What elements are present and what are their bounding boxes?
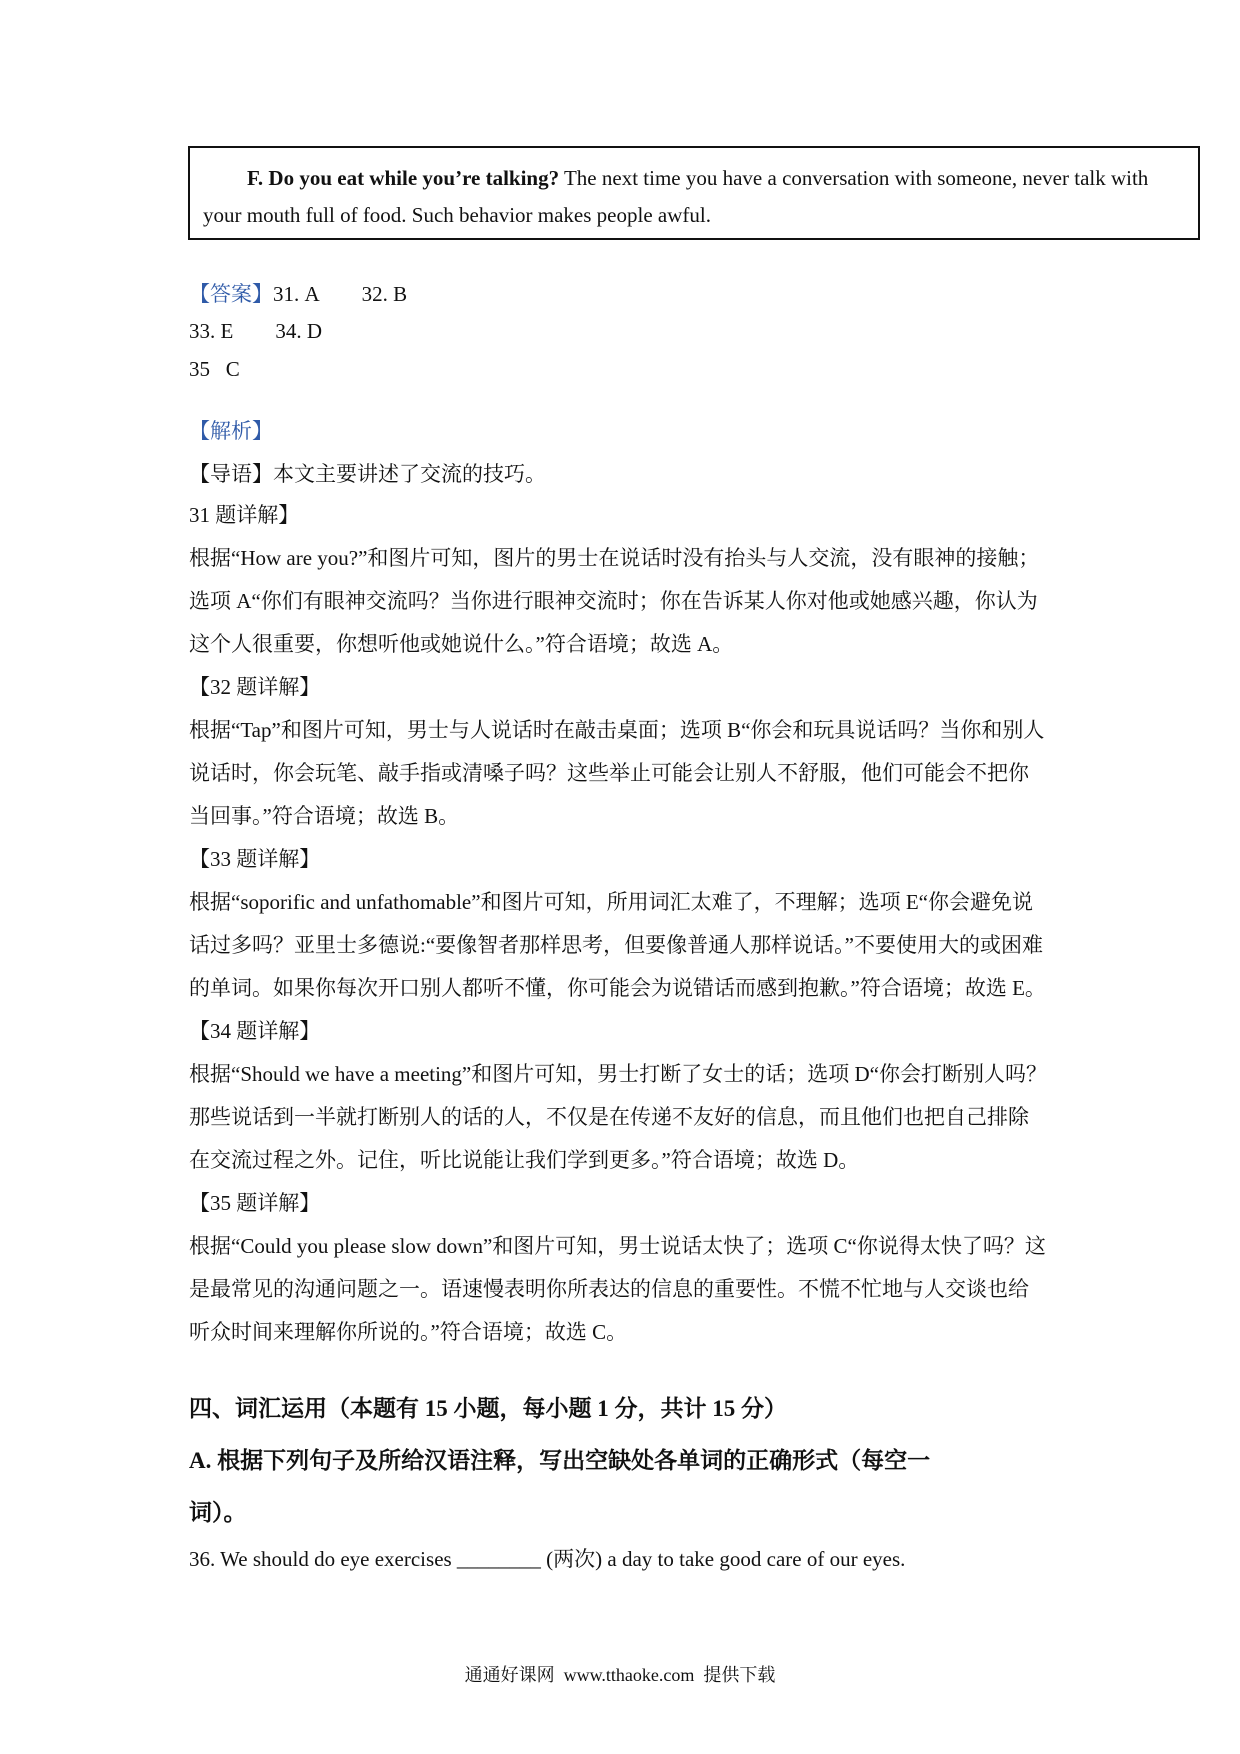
- detail-heading-33: 【33 题详解】: [189, 847, 321, 871]
- detail-heading-32: 【32 题详解】: [189, 675, 321, 699]
- detail-heading-35: 【35 题详解】: [189, 1191, 321, 1215]
- question-36: 36. We should do eye exercises ________ (两次) a day to take good care of our eyes.: [189, 1547, 906, 1571]
- answer-label: 【答案】: [189, 282, 273, 306]
- analysis-intro: 【导语】本文主要讲述了交流的技巧。: [189, 462, 546, 486]
- section-4-title: 四、词汇运用（本题有 15 小题，每小题 1 分，共计 15 分）: [189, 1396, 787, 1421]
- analysis-label: 【解析】: [189, 419, 273, 443]
- detail-text-32: 根据“Tap”和图片可知，男士与人说话时在敲击桌面；选项 B“你会和玩具说话吗？当你和别人说话时，你会玩笔、敲手指或清嗓子吗？这些举止可能会让别人不舒服，他们可能会不把你当回事。”符合语境；故选 B。: [189, 718, 1045, 828]
- section-a-instruction-2: 词）。: [189, 1500, 247, 1525]
- detail-text-35: 根据“Could you please slow down”和图片可知，男士说话太快了；选项 C“你说得太快了吗？这是最常见的沟通问题之一。语速慢表明你所表达的信息的重要性。不慌不忙地与人交谈也给听众时间来理解你所说的。”符合语境；故选 C。: [189, 1234, 1046, 1344]
- detail-heading-34: 【34 题详解】: [189, 1019, 321, 1043]
- section-a-instruction-1: A. 根据下列句子及所给汉语注释，写出空缺处各单词的正确形式（每空一: [189, 1448, 931, 1473]
- answer-line-1: [189, 278, 407, 308]
- answer-33-34: 33. E 34. D: [189, 319, 322, 343]
- detail-text-34: 根据“Should we have a meeting”和图片可知，男士打断了女士的话；选项 D“你会打断别人吗？那些说话到一半就打断别人的话的人，不仅是在传递不友好的信息，而且他们也把自己排除在交流过程之外。记住，听比说能让我们学到更多。”符合语境；故选 D。: [189, 1062, 1047, 1172]
- detail-heading-31: 31 题详解】: [189, 503, 300, 527]
- answer-31-32: 31. A 32. B: [273, 282, 408, 306]
- footer-credit: 通通好课网 www.tthaoke.com 提供下载: [464, 1665, 776, 1685]
- passage-f-text: The next time you have a conversation with someone, never talk with your mouth full of food. Such behavior makes people awful.: [203, 166, 1149, 227]
- detail-text-31: 根据“How are you?”和图片可知，图片的男士在说话时没有抬头与人交流，没有眼神的接触；选项 A“你们有眼神交流吗？当你进行眼神交流时；你在告诉某人你对他或她感兴趣，你认为这个人很重要，你想听他或她说什么。”符合语境；故选 A。: [189, 546, 1040, 656]
- answer-35: 35 C: [189, 357, 240, 381]
- passage-f-question: F. Do you eat while you’re talking?: [247, 166, 560, 190]
- detail-text-33: 根据“soporific and unfathomable”和图片可知，所用词汇太难了，不理解；选项 E“你会避免说话过多吗？亚里士多德说:“要像智者那样思考，但要像普通人那样说话。”不要使用大的或困难的单词。如果你每次开口别人都听不懂，你可能会为说错话而感到抱歉。”符合语境；故选 E。: [189, 890, 1046, 1000]
- passage-box-f: [188, 146, 1200, 240]
- analysis-items: [189, 494, 1049, 1354]
